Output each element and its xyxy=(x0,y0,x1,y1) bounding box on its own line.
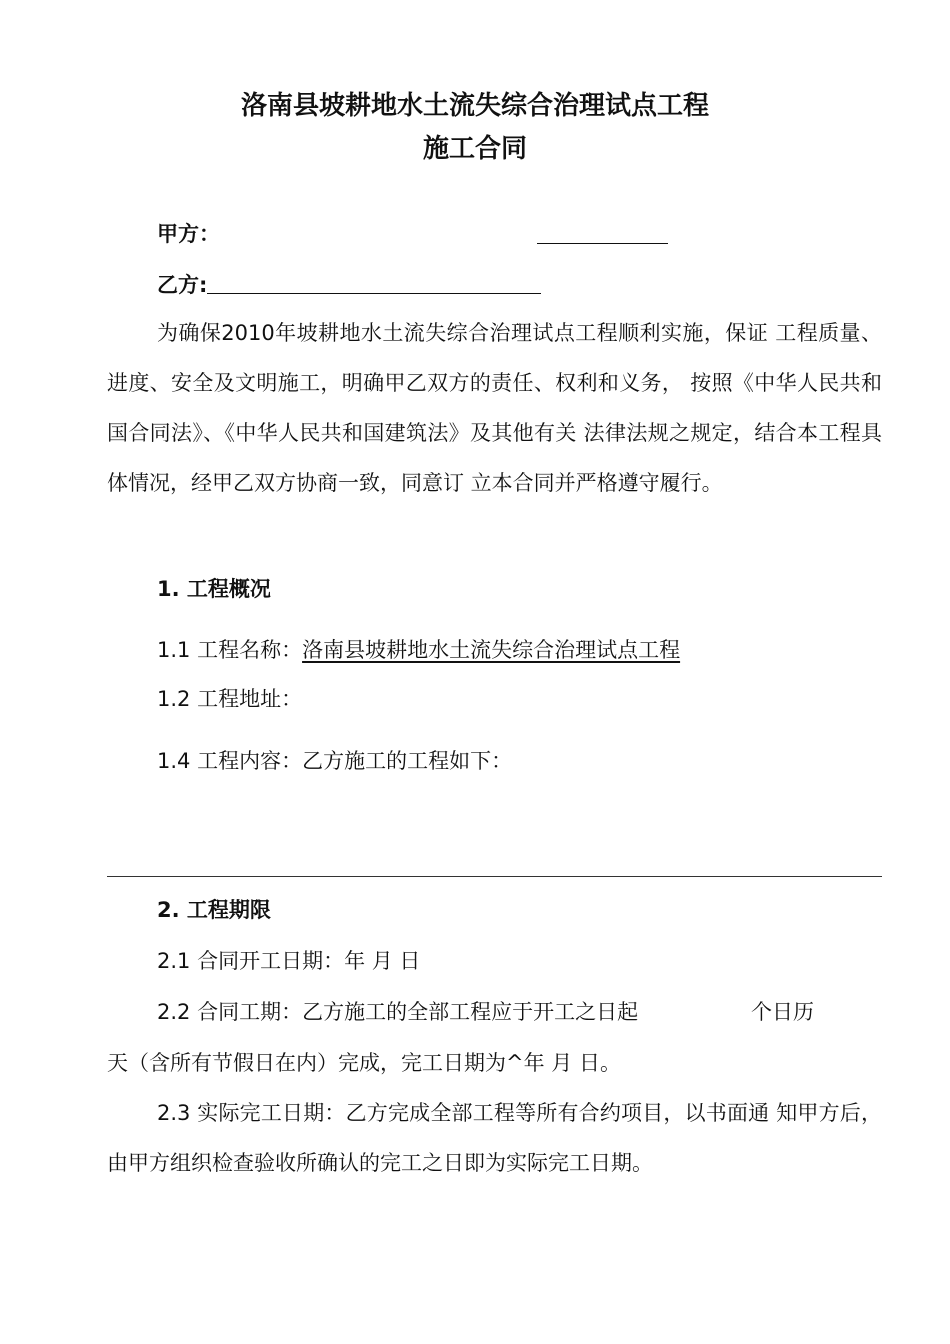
party-b-row xyxy=(157,269,541,300)
item-1-2: 1.2 工程地址： xyxy=(157,687,303,711)
party-a-label: 甲方： xyxy=(157,222,220,246)
intro-paragraph: 为确保2010年坡耕地水土流失综合治理试点工程顺利实施，保证 工程质量、进度、安全及文明施工，明确甲乙双方的责任、权利和义务， 按照《中华人民共和国合同法》、《中华人民共和国建筑法》及其他有关 法律法规之规定，结合本工程具体情况，经甲乙双方协商一致，同意订 立本合同并严格遵守履行。 xyxy=(107,321,882,495)
section2-heading: 2. 工程期限 xyxy=(157,898,271,922)
party-b-label: 乙方: xyxy=(157,273,208,297)
item-1-4: 1.4 工程内容：乙方施工的工程如下： xyxy=(157,749,513,773)
item-2-2-line2: 天（含所有节假日在内）完成，完工日期为^年 月 日。 xyxy=(107,1051,621,1075)
item-1-1-label: 1.1 工程名称： xyxy=(157,638,303,662)
party-a-blank xyxy=(537,219,668,244)
document-subtitle: 施工合同 xyxy=(422,134,527,164)
item-2-2-part2: 个日历 xyxy=(751,1000,814,1024)
divider-line xyxy=(107,876,882,877)
item-1-1 xyxy=(157,635,680,665)
item-2-2-part1: 2.2 合同工期：乙方施工的全部工程应于开工之日起 xyxy=(157,1000,639,1024)
party-b-blank xyxy=(207,269,541,294)
section1-heading: 1. 工程概况 xyxy=(157,577,271,601)
item-2-1: 2.1 合同开工日期：年 月 日 xyxy=(157,949,421,973)
item-2-3: 2.3 实际完工日期：乙方完成全部工程等所有合约项目，以书面通 知甲方后，由甲方组织检查验收所确认的完工之日即为实际完工日期。 xyxy=(107,1101,882,1175)
item-1-1-value: 洛南县坡耕地水土流失综合治理试点工程 xyxy=(302,638,681,662)
document-title: 洛南县坡耕地水土流失综合治理试点工程 xyxy=(240,91,709,121)
